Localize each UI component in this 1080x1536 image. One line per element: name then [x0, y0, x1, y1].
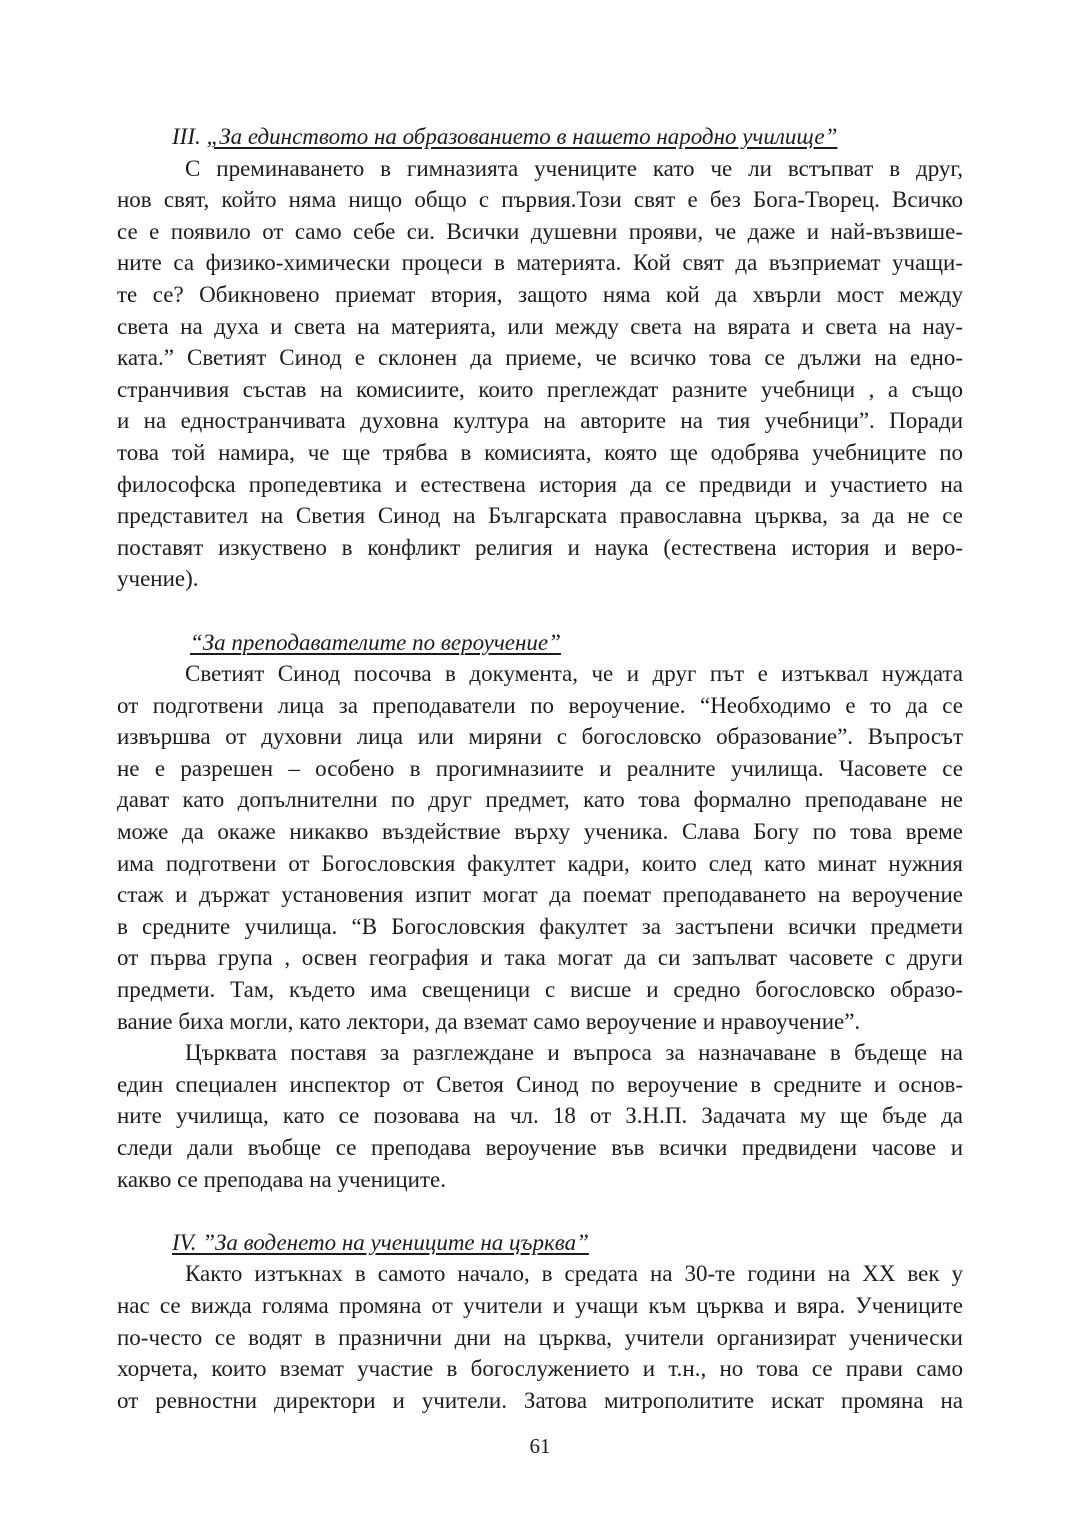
paragraph-line: поставят изкуствено в конфликт религия и наука (естествена история и веро- — [117, 534, 963, 560]
paragraph-line: учение). — [117, 566, 199, 592]
section-heading — [117, 627, 963, 659]
paragraph-line: от ревностни директори и учители. Затова митрополитите искат промяна на — [117, 1387, 963, 1413]
paragraph-line: те се? Обикновено приемат втория, защото няма кой да хвърли мост между — [117, 281, 963, 307]
paragraph-line: не е разрешен – особено в прогимназиите и реалните училища. Часовете се — [117, 755, 963, 781]
paragraph-line: извършва от духовни лица или миряни с богословско образование”. Въпросът — [117, 724, 963, 750]
document-page — [117, 121, 963, 1416]
paragraph-line: това той намира, че ще трябва в комисията, която ще одобрява учебниците по — [117, 439, 963, 465]
heading-title: ”За воденето на учениците на църква” — [202, 1229, 589, 1255]
paragraph-line: от подготвени лица за преподаватели по вероучение. “Необходимо е то да се — [117, 692, 963, 718]
section-heading — [117, 1227, 963, 1259]
paragraph-line: философска пропедевтика и естествена история да се предвиди и участието на — [117, 471, 963, 497]
paragraph-line: вание биха могли, като лектори, да вземат само вероучение и нравоучение”. — [117, 1008, 861, 1034]
heading-title: „За единството на образованието в нашето народно училище” — [206, 124, 838, 149]
paragraph-line: предмети. Там, където има свещеници с висше и средно богословско образо- — [117, 977, 963, 1003]
paragraph-line: следи дали въобще се преподава вероучение във всички предвидени часове и — [117, 1135, 963, 1160]
paragraph-line: стаж и държат установения изпит могат да поемат преподаването на вероучение — [117, 882, 963, 908]
heading-title: “За преподавателите по вероучение” — [190, 629, 561, 655]
paragraph-line: има подготвени от Богословския факултет кадри, които след като минат нужния — [117, 850, 963, 876]
paragraph-line: един специален инспектор от Светоя Синод по вероучение в средните и основ- — [117, 1071, 963, 1097]
paragraph-line: Църквата поставя за разглеждане и въпроса за назначаване в бъдеще на — [185, 1040, 963, 1066]
paragraph-line: по-често се водят в празнични дни на църква, учители организират ученически — [117, 1324, 963, 1350]
paragraph-line: хорчета, които вземат участие в богослужението и т.н., но това се прави само — [117, 1356, 963, 1382]
paragraph-line: ните са физико-химически процеси в материята. Кой свят да възприемат учащи- — [117, 250, 963, 276]
paragraph-line: Светият Синод посочва в документа, че и друг път е изтъквал нуждата — [185, 661, 963, 687]
paragraph-line: С преминаването в гимназията учениците като че ли встъпват в друг, — [185, 155, 963, 181]
paragraph-line: и на едностранчивата духовна култура на авторите на тия учебници”. Поради — [117, 408, 963, 434]
paragraph-line: света на духа и света на материята, или между света на вярата и света на нау- — [117, 313, 963, 339]
paragraph-line: от първа група , освен география и така могат да си запълват часовете с други — [117, 945, 963, 971]
section-heading — [117, 121, 963, 153]
page-number: 61 — [529, 1434, 551, 1458]
paragraph-line: нас се вижда голяма промяна от учители и учащи към църква и вяра. Учениците — [117, 1292, 963, 1318]
paragraph-line: дават като допълнителни по друг предмет, като това формално преподаване не — [117, 787, 963, 813]
blank-line — [117, 1195, 963, 1227]
paragraph-line: ката.” Светият Синод е склонен да приеме, че всичко това се дължи на едно- — [117, 345, 963, 371]
paragraph-line: странчивия състав на комисиите, които преглеждат разните учебници , а също — [117, 376, 963, 402]
paragraph-line: се е появило от само себе си. Всички душевни прояви, че даже и най-възвише- — [117, 218, 963, 244]
paragraph-line: в средните училища. “В Богословския факултет за застъпени всички предмети — [117, 913, 963, 939]
heading-number: III. — [172, 124, 207, 149]
paragraph-line: нов свят, който няма нищо общо с първия.Този свят е без Бога-Творец. Всичко — [117, 187, 963, 213]
paragraph-line: Както изтъкнах в самото начало, в средата на 30-те години на XX век у — [185, 1261, 963, 1287]
paragraph-line: какво се преподава на учениците. — [117, 1166, 446, 1192]
blank-line — [117, 595, 963, 627]
paragraph-line: може да окаже никакво въздействие върху ученика. Слава Богу по това време — [117, 819, 963, 845]
paragraph-line: представител на Светия Синод на Българската православна църква, за да не се — [117, 503, 963, 529]
heading-number: IV. — [172, 1229, 203, 1255]
paragraph-line: ните училища, като се позовава на чл. 18 от З.Н.П. Задачата му ще бъде да — [117, 1103, 963, 1129]
